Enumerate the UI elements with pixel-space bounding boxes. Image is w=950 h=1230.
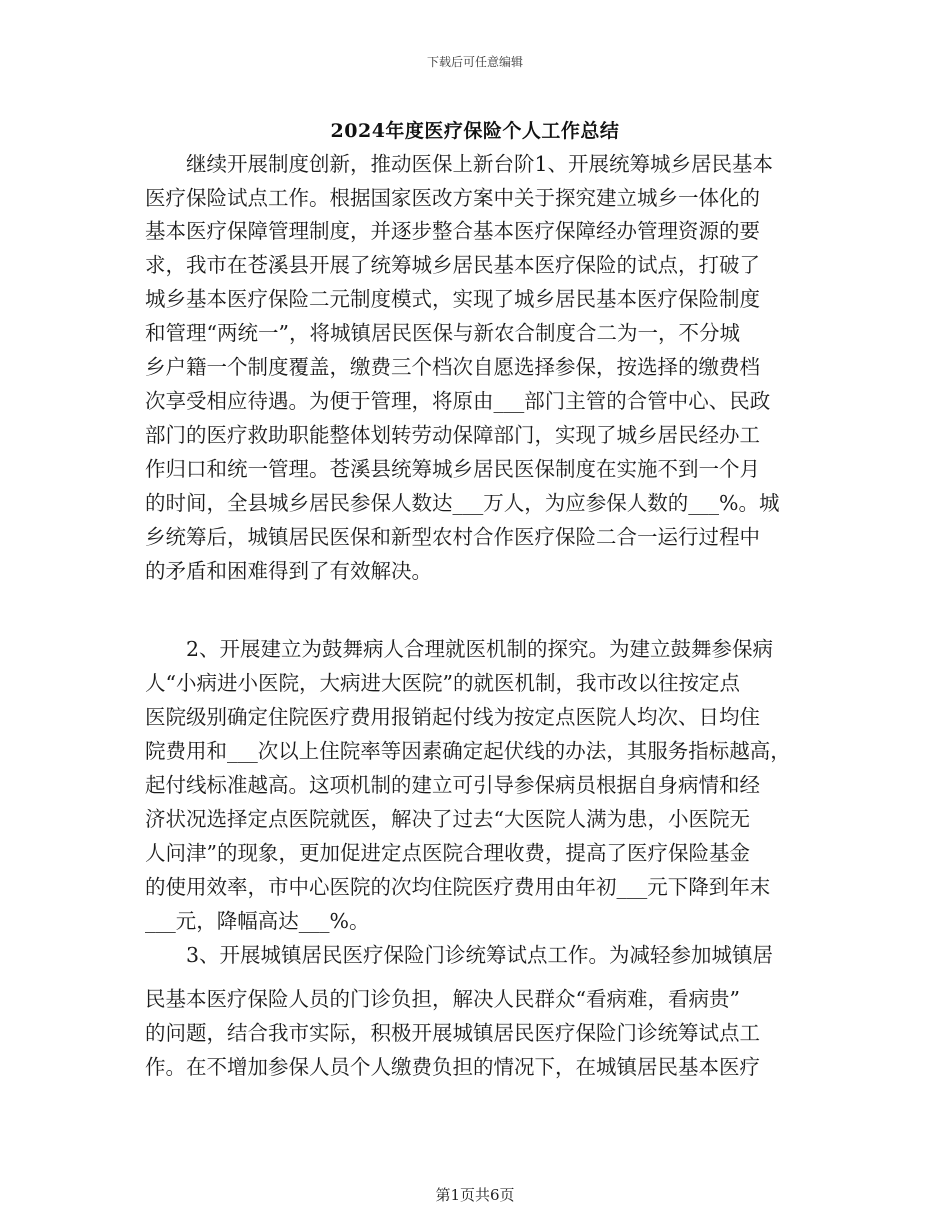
paragraph-line: 医疗保险试点工作。根据国家医改方案中关于探究建立城乡一体化的	[145, 186, 760, 210]
paragraph-line: ___元，降幅高达___%。	[145, 909, 370, 933]
paragraph-line: 的时间，全县城乡居民参保人数达___万人，为应参保人数的___%。城	[145, 491, 780, 515]
page-footer: 第1页共6页	[435, 1186, 515, 1204]
paragraph-line: 济状况选择定点医院就医，解决了过去“大医院人满为患，小医院无	[145, 807, 750, 831]
paragraph-line: 的问题，结合我市实际，积极开展城镇居民医疗保险门诊统筹试点工	[145, 1021, 760, 1045]
paragraph-line: 2、开展建立为鼓舞病人合理就医机制的探究。为建立鼓舞参保病	[145, 637, 774, 661]
header-note: 下载后可任意编辑	[426, 55, 523, 69]
paragraph-line: 乡户籍一个制度覆盖，缴费三个档次自愿选择参保，按选择的缴费档	[145, 355, 760, 379]
paragraph-line: 基本医疗保障管理制度，并逐步整合基本医疗保障经办管理资源的要	[145, 219, 760, 243]
paragraph-line: 继续开展制度创新，推动医保上新台阶1、开展统筹城乡居民基本	[145, 152, 774, 176]
paragraph-line: 和管理“两统一”，将城镇居民医保与新农合制度合二为一，不分城	[145, 321, 740, 345]
paragraph-line: 的使用效率，市中心医院的次均住院医疗费用由年初___元下降到年末	[145, 875, 771, 899]
paragraph-line: 人问津”的现象，更加促进定点医院合理收费，提高了医疗保险基金	[145, 841, 750, 865]
paragraph-line: 人“小病进小医院，大病进大医院”的就医机制，我市改以往按定点	[145, 671, 740, 695]
paragraph-line: 求，我市在苍溪县开展了统筹城乡居民基本医疗保险的试点，打破了	[145, 253, 760, 277]
paragraph-line: 3、开展城镇居民医疗保险门诊统筹试点工作。为减轻参加城镇居	[145, 943, 774, 967]
paragraph-line: 医院级别确定住院医疗费用报销起付线为按定点医院人均次、日均住	[145, 705, 760, 729]
paragraph-line: 起付线标准越高。这项机制的建立可引导参保病员根据自身病情和经	[145, 773, 760, 797]
paragraph-line: 的矛盾和困难得到了有效解决。	[145, 559, 432, 583]
paragraph-line: 次享受相应待遇。为便于管理，将原由___部门主管的合管中心、民政	[145, 389, 771, 413]
paragraph-line: 民基本医疗保险人员的门诊负担，解决人民群众“看病难，看病贵”	[145, 987, 740, 1011]
paragraph-line: 部门的医疗救助职能整体划转劳动保障部门，实现了城乡居民经办工	[145, 423, 760, 447]
document-title: 2024年度医疗保险个人工作总结	[330, 120, 620, 142]
paragraph-line: 乡统筹后，城镇居民医保和新型农村合作医疗保险二合一运行过程中	[145, 525, 760, 549]
paragraph-line: 城乡基本医疗保险二元制度模式，实现了城乡居民基本医疗保险制度	[145, 287, 760, 311]
paragraph-line: 作归口和统一管理。苍溪县统筹城乡居民医保制度在实施不到一个月	[145, 457, 760, 481]
paragraph-line: 院费用和___次以上住院率等因素确定起伏线的办法，其服务指标越高，	[145, 739, 791, 763]
paragraph-line: 作。在不增加参保人员个人缴费负担的情况下，在城镇居民基本医疗	[145, 1055, 760, 1079]
